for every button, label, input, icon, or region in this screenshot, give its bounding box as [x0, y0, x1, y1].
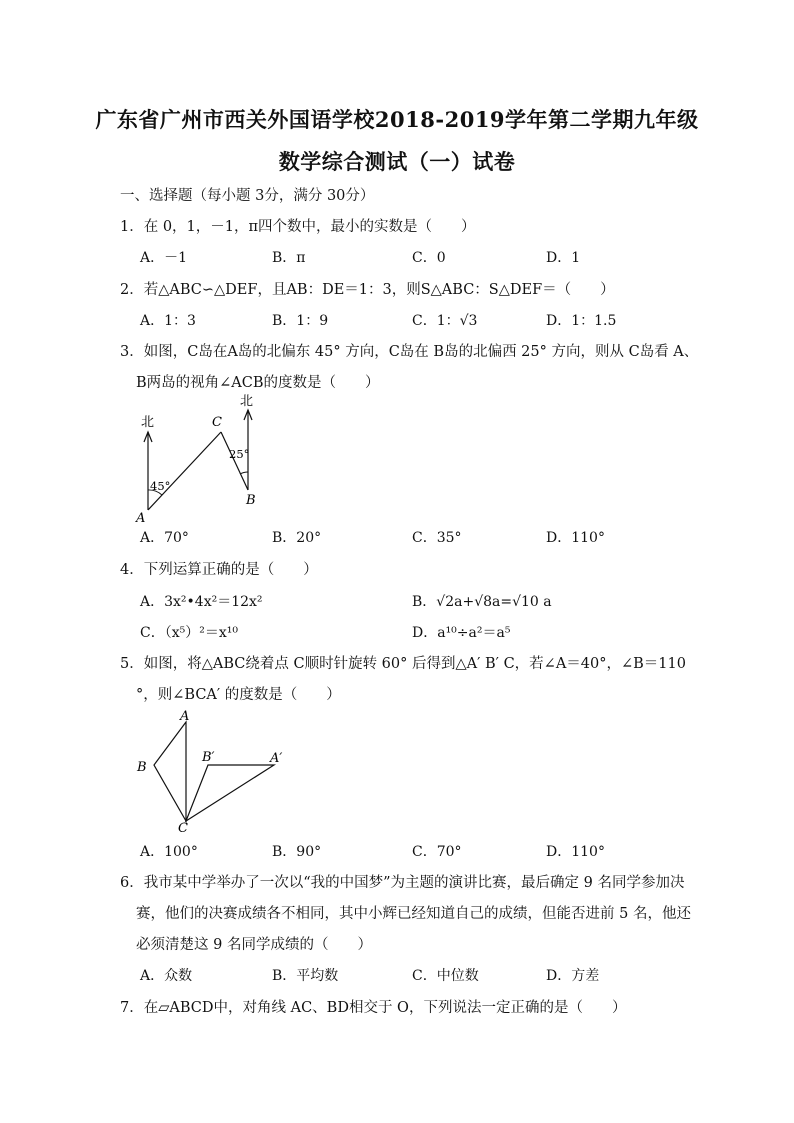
- q2-stem: 2．若△ABC∽△DEF，且AB：DE＝1：3，则S△ABC：S△DEF＝（ ）: [120, 282, 615, 298]
- q3-segment-cb: [221, 432, 248, 490]
- q1-option-b: B．π: [272, 250, 306, 266]
- q5-stem-line1: 5．如图，将△ABC绕着点 C顺时针旋转 60° 后得到△A′ B′ C，若∠A＝40°，∠B＝110: [120, 656, 686, 672]
- q7-stem: 7．在▱ABCD中，对角线 AC、BD相交于 O，下列说法一定正确的是（ ）: [120, 1000, 627, 1016]
- q1-option-d: D．1: [546, 250, 581, 266]
- q5-option-a: A．100°: [140, 844, 198, 860]
- q3-figure: [130, 392, 270, 526]
- q2-option-a: A．1：3: [140, 313, 196, 329]
- q5-label-b: B: [137, 760, 147, 775]
- q5-label-c: C: [178, 821, 188, 836]
- q3-angle-label-a: 45°: [150, 479, 171, 493]
- q6-option-b: B．平均数: [272, 968, 339, 984]
- q6-option-a: A．众数: [140, 968, 193, 984]
- page-title: 广东省广州市西关外国语学校2018-2019学年第二学期九年级: [95, 107, 699, 132]
- q3-stem-line2: B两岛的视角∠ACB的度数是（ ）: [136, 375, 380, 391]
- q3-stem-line1: 3．如图，C岛在A岛的北偏东 45° 方向，C岛在 B岛的北偏西 25° 方向，则从 C岛看 A、: [120, 344, 699, 360]
- q6-option-d: D．方差: [546, 968, 600, 984]
- q3-option-c: C．35°: [412, 530, 462, 546]
- q1-stem: 1．在 0，1，－1，π四个数中，最小的实数是（ ）: [120, 219, 476, 235]
- q1-option-a: A．－1: [140, 250, 188, 266]
- section-header: 一、选择题（每小题 3分，满分 30分）: [120, 188, 375, 204]
- q5-option-c: C．70°: [412, 844, 462, 860]
- q3-north-label-b: 北: [240, 394, 254, 409]
- q5-label-b-prime: B′: [202, 750, 215, 765]
- q3-north-label-a: 北: [141, 415, 155, 430]
- q4-stem: 4．下列运算正确的是（ ）: [120, 562, 318, 578]
- q6-stem-line3: 必须清楚这 9 名同学成绩的（ ）: [136, 937, 372, 953]
- q4-option-a: A．3x²•4x²＝12x²: [140, 594, 263, 610]
- q6-stem-line2: 赛，他们的决赛成绩各不相同，其中小辉已经知道自己的成绩，但能否进前 5 名，他还: [136, 906, 691, 922]
- q3-option-b: B．20°: [272, 530, 322, 546]
- q6-stem-line1: 6．我市某中学举办了一次以“我的中国梦”为主题的演讲比赛，最后确定 9 名同学参加决: [120, 875, 685, 891]
- q3-label-c: C: [212, 415, 222, 430]
- page-subtitle: 数学综合测试（一）试卷: [278, 149, 516, 174]
- q4-option-b: B．√2a+√8a=√10 a: [412, 594, 552, 610]
- q3-option-a: A．70°: [140, 530, 189, 546]
- q1-option-c: C．0: [412, 250, 446, 266]
- q3-label-a: A: [136, 511, 146, 526]
- q2-option-c: C．1：√3: [412, 313, 478, 329]
- q5-stem-line2: °，则∠BCA′ 的度数是（ ）: [136, 687, 341, 703]
- q5-option-b: B．90°: [272, 844, 322, 860]
- q5-option-d: D．110°: [546, 844, 605, 860]
- q2-option-d: D．1：1.5: [546, 313, 617, 329]
- q5-label-a-prime: A′: [270, 751, 283, 766]
- q4-option-c: C．（x⁵）²＝x¹⁰: [140, 625, 238, 641]
- q3-angle-arc-b: [240, 472, 248, 474]
- q3-segment-ac: [148, 432, 221, 510]
- q4-option-d: D．a¹⁰÷a²＝a⁵: [412, 625, 511, 641]
- q6-option-c: C．中位数: [412, 968, 479, 984]
- q3-label-b: B: [246, 493, 256, 508]
- q5-triangle-abc: [154, 722, 186, 821]
- q3-option-d: D．110°: [546, 530, 605, 546]
- q5-label-a: A: [180, 709, 190, 724]
- q2-option-b: B．1：9: [272, 313, 329, 329]
- q5-triangle-a-prime-b-prime-c: [186, 765, 274, 821]
- q5-figure: [134, 708, 294, 836]
- q3-angle-label-b: 25°: [229, 447, 250, 461]
